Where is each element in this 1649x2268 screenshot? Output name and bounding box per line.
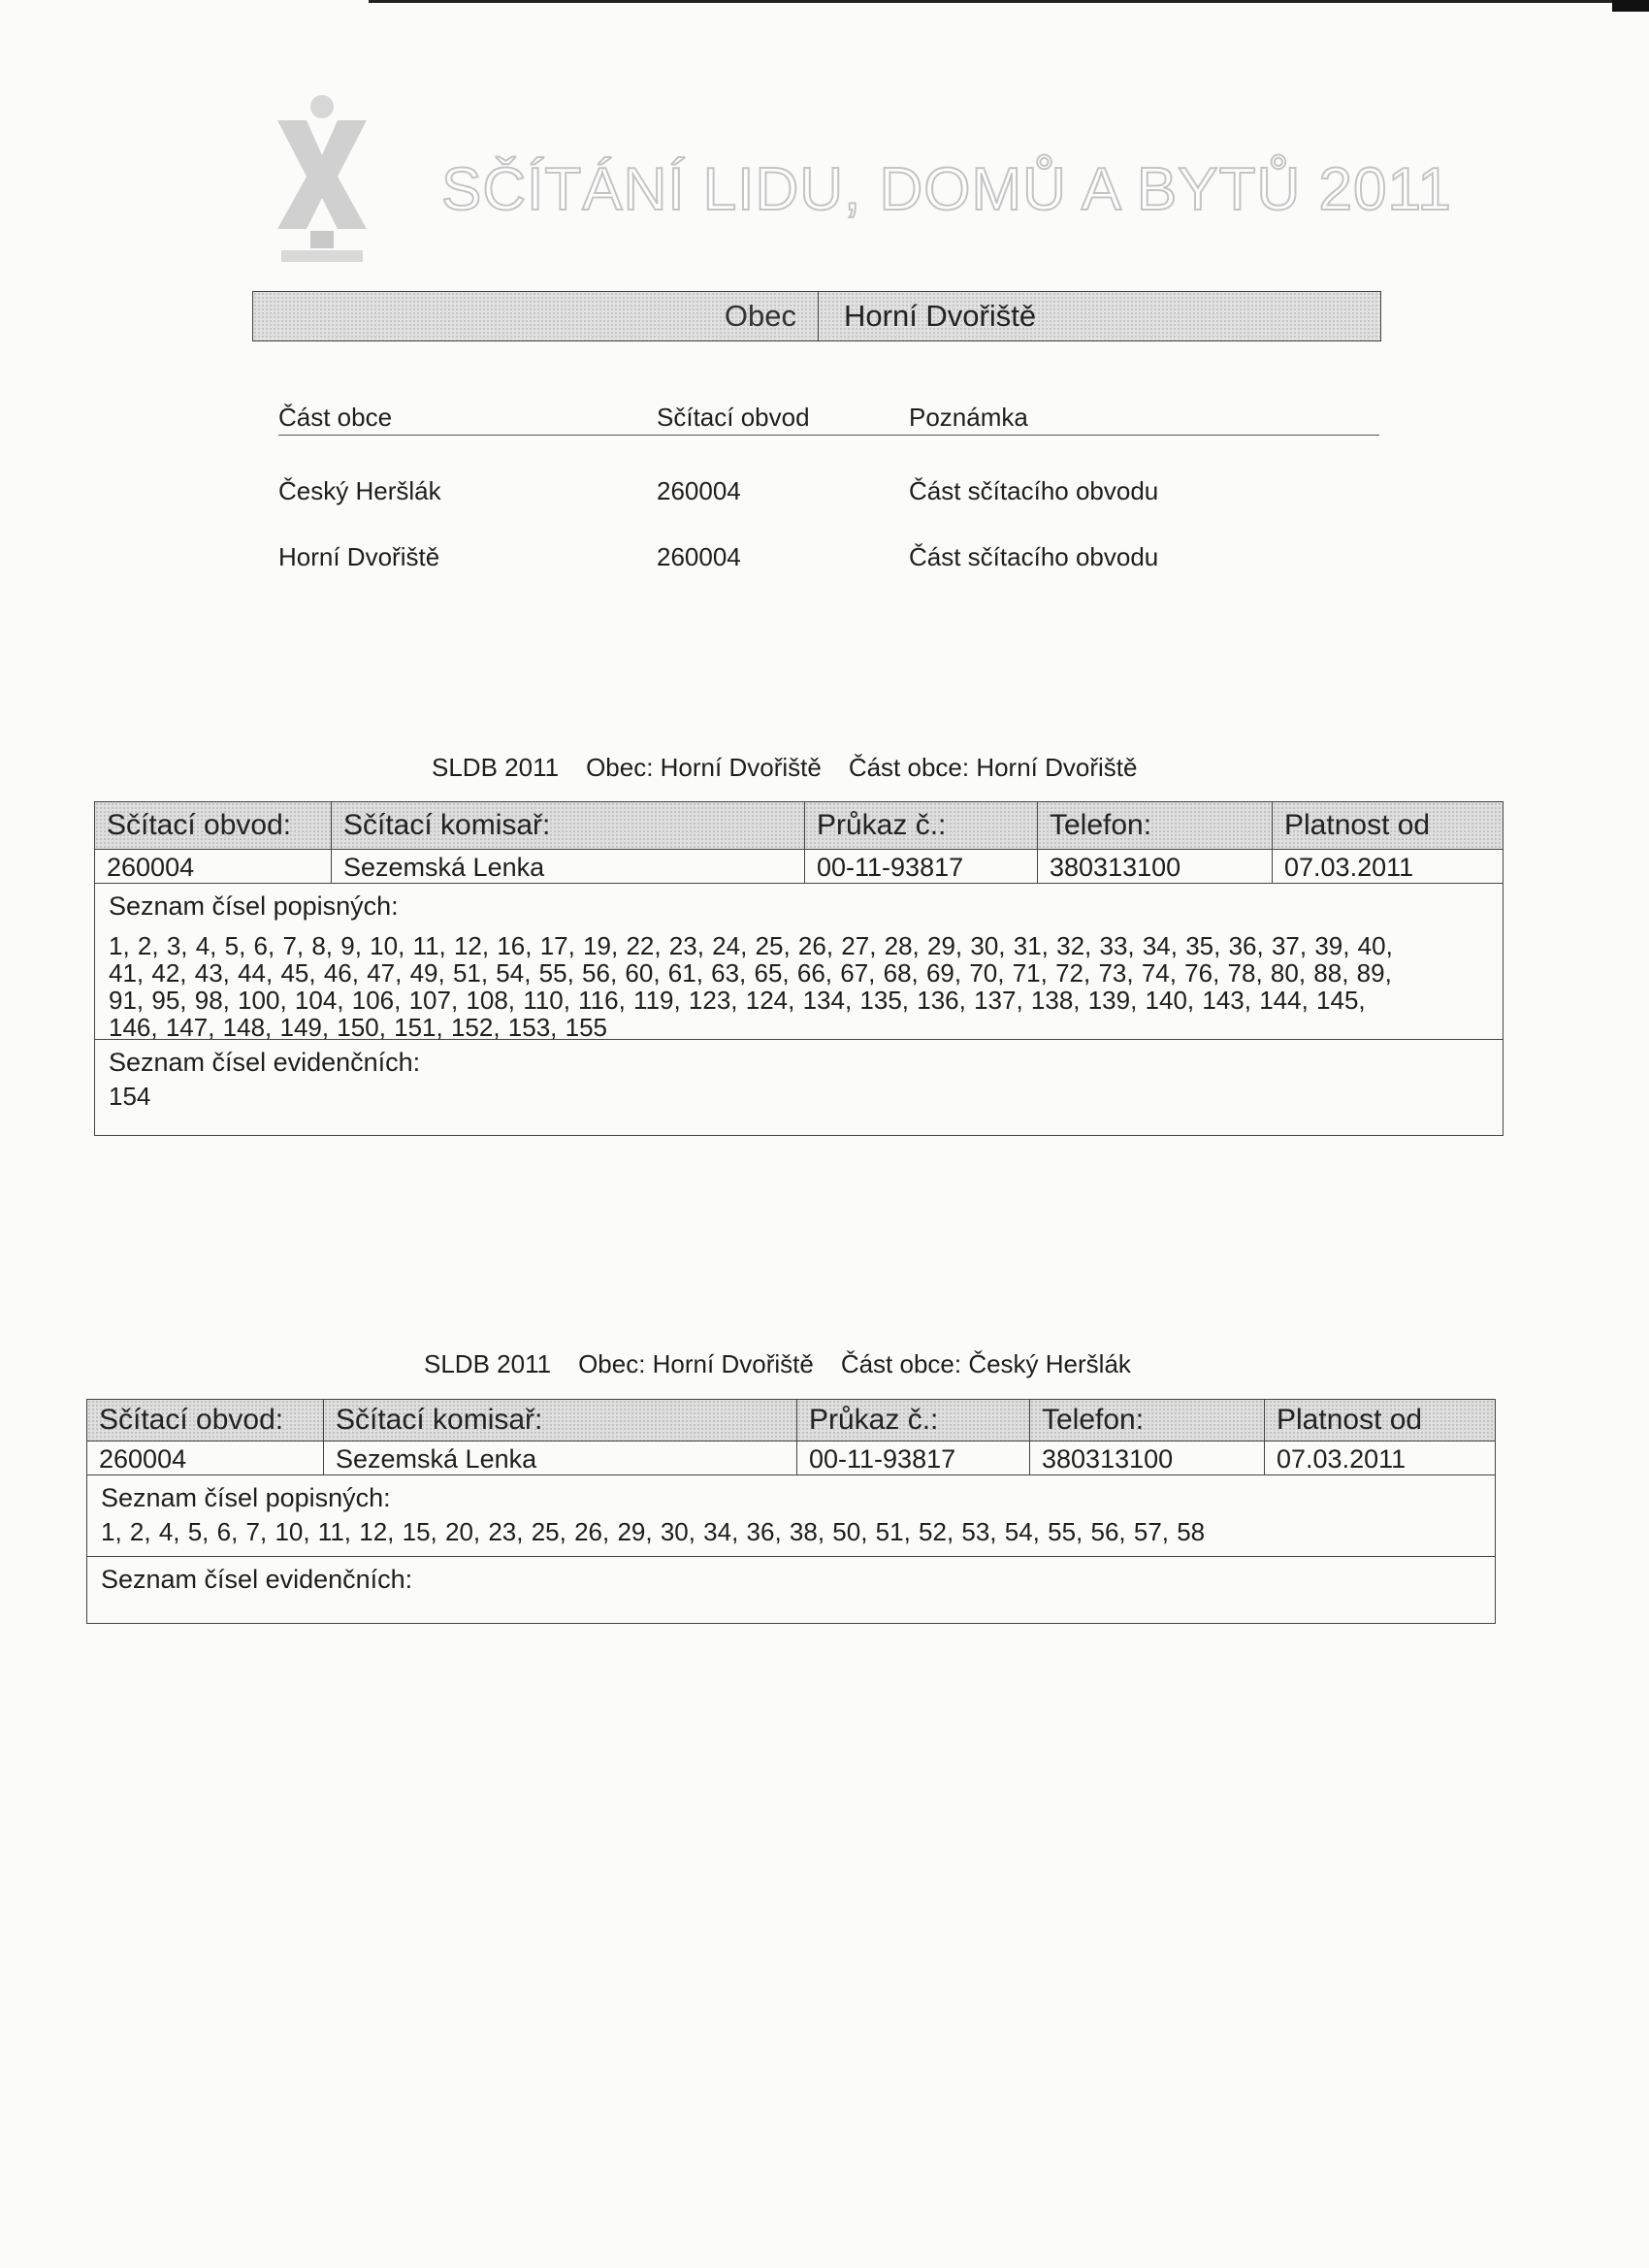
district-value-row bbox=[87, 1442, 1495, 1475]
logo-base bbox=[281, 250, 363, 262]
header-phone: Telefon: bbox=[1038, 802, 1273, 849]
parts-row bbox=[278, 436, 1379, 503]
parts-cell-note: Část sčítacího obvodu bbox=[909, 542, 1159, 571]
section-title bbox=[432, 753, 1137, 783]
descriptive-numbers-block bbox=[87, 1475, 1495, 1557]
scan-top-edge bbox=[369, 0, 1649, 3]
parts-cell-district: 260004 bbox=[657, 476, 741, 505]
descriptive-numbers-list bbox=[101, 1514, 1481, 1551]
section-title bbox=[424, 1349, 1131, 1379]
parts-table bbox=[278, 400, 1379, 571]
value-district: 260004 bbox=[87, 1442, 324, 1474]
obec-bar bbox=[252, 291, 1381, 341]
section-title-main: SLDB 2011 bbox=[424, 1349, 552, 1378]
value-card: 00-11-93817 bbox=[797, 1442, 1030, 1474]
registration-numbers-label: Seznam čísel evidenčních: bbox=[109, 1048, 421, 1077]
value-district: 260004 bbox=[95, 850, 332, 883]
value-phone: 380313100 bbox=[1030, 1442, 1265, 1474]
section-title-obec: Obec: Horní Dvořiště bbox=[578, 1349, 814, 1378]
district-box bbox=[86, 1399, 1496, 1624]
value-valid: 07.03.2011 bbox=[1284, 853, 1414, 882]
value-commissioner: Sezemská Lenka bbox=[324, 1442, 797, 1474]
obec-value: Horní Dvořiště bbox=[844, 299, 1037, 333]
descriptive-numbers-block bbox=[95, 884, 1503, 1040]
header-card: Průkaz č.: bbox=[805, 802, 1038, 849]
parts-header-note: Poznámka bbox=[909, 403, 1028, 432]
descriptive-numbers-list bbox=[109, 923, 1489, 1047]
registration-numbers-block bbox=[87, 1557, 1495, 1611]
parts-cell-district: 260004 bbox=[657, 542, 741, 571]
value-valid: 07.03.2011 bbox=[1277, 1444, 1406, 1474]
parts-cell-part: Horní Dvořiště bbox=[278, 542, 440, 571]
descriptive-numbers-line: 1, 2, 3, 4, 5, 6, 7, 8, 9, 10, 11, 12, 16, 17, 19, 22, 23, 24, 25, 26, 27, 28, 29, 30, 31, 32, 33, 34, 35, 36, 37, 39, 40, bbox=[109, 931, 1393, 960]
value-card: 00-11-93817 bbox=[805, 850, 1038, 883]
banner-title: SČÍTÁNÍ LIDU, DOMŮ A BYTŮ 2011 bbox=[441, 156, 1452, 223]
scan-corner-mark bbox=[1612, 0, 1649, 12]
header-valid: Platnost od bbox=[1265, 1400, 1495, 1441]
district-header-row bbox=[87, 1400, 1495, 1442]
registration-numbers-list: 154 bbox=[109, 1082, 151, 1111]
parts-cell-part: Český Heršlák bbox=[278, 476, 441, 505]
descriptive-numbers-label: Seznam čísel popisných: bbox=[101, 1483, 391, 1512]
descriptive-numbers-line: 146, 147, 148, 149, 150, 151, 152, 153, 155 bbox=[109, 1013, 607, 1042]
census-logo bbox=[274, 95, 371, 260]
section-title-obec: Obec: Horní Dvořiště bbox=[586, 753, 822, 782]
section-title-main: SLDB 2011 bbox=[432, 753, 560, 782]
district-header-row bbox=[95, 802, 1503, 850]
value-commissioner: Sezemská Lenka bbox=[332, 850, 805, 883]
header-commissioner: Sčítací komisař: bbox=[332, 802, 805, 849]
descriptive-numbers-line: 91, 95, 98, 100, 104, 106, 107, 108, 110, 116, 119, 123, 124, 134, 135, 136, 137, 138, 139, 140, 143, 144, 145, bbox=[109, 986, 1366, 1015]
parts-header-district: Sčítací obvod bbox=[657, 403, 810, 432]
header-district: Sčítací obvod: bbox=[87, 1400, 324, 1441]
registration-numbers-block bbox=[95, 1040, 1503, 1116]
obec-label: Obec bbox=[253, 292, 819, 340]
parts-header-row bbox=[278, 400, 1379, 436]
district-box bbox=[94, 801, 1504, 1136]
section-title-part: Část obce: Horní Dvořiště bbox=[848, 753, 1138, 782]
district-value-row bbox=[95, 850, 1503, 884]
descriptive-numbers-line: 41, 42, 43, 44, 45, 46, 47, 49, 51, 54, 55, 56, 60, 61, 63, 65, 66, 67, 68, 69, 70, 71, 72, 73, 74, 76, 78, 80, 88, 89, bbox=[109, 958, 1392, 988]
parts-header-part: Část obce bbox=[278, 403, 393, 432]
logo-figure-icon bbox=[274, 120, 371, 248]
logo-head-icon bbox=[310, 95, 334, 118]
header-phone: Telefon: bbox=[1030, 1400, 1265, 1441]
header-district: Sčítací obvod: bbox=[95, 802, 332, 849]
descriptive-numbers-label: Seznam čísel popisných: bbox=[109, 891, 399, 921]
parts-cell-note: Část sčítacího obvodu bbox=[909, 476, 1159, 505]
registration-numbers-label: Seznam čísel evidenčních: bbox=[101, 1565, 413, 1594]
header-commissioner: Sčítací komisař: bbox=[324, 1400, 797, 1441]
parts-row bbox=[278, 503, 1379, 571]
header-card: Průkaz č.: bbox=[797, 1400, 1030, 1441]
descriptive-numbers-line: 1, 2, 4, 5, 6, 7, 10, 11, 12, 15, 20, 23, 25, 26, 29, 30, 34, 36, 38, 50, 51, 52, 53, 54, 55, 56, 57, 58 bbox=[101, 1517, 1206, 1546]
section-title-part: Část obce: Český Heršlák bbox=[840, 1349, 1131, 1378]
registration-numbers-list bbox=[101, 1596, 1481, 1611]
header-valid: Platnost od bbox=[1273, 802, 1503, 849]
value-phone: 380313100 bbox=[1038, 850, 1273, 883]
